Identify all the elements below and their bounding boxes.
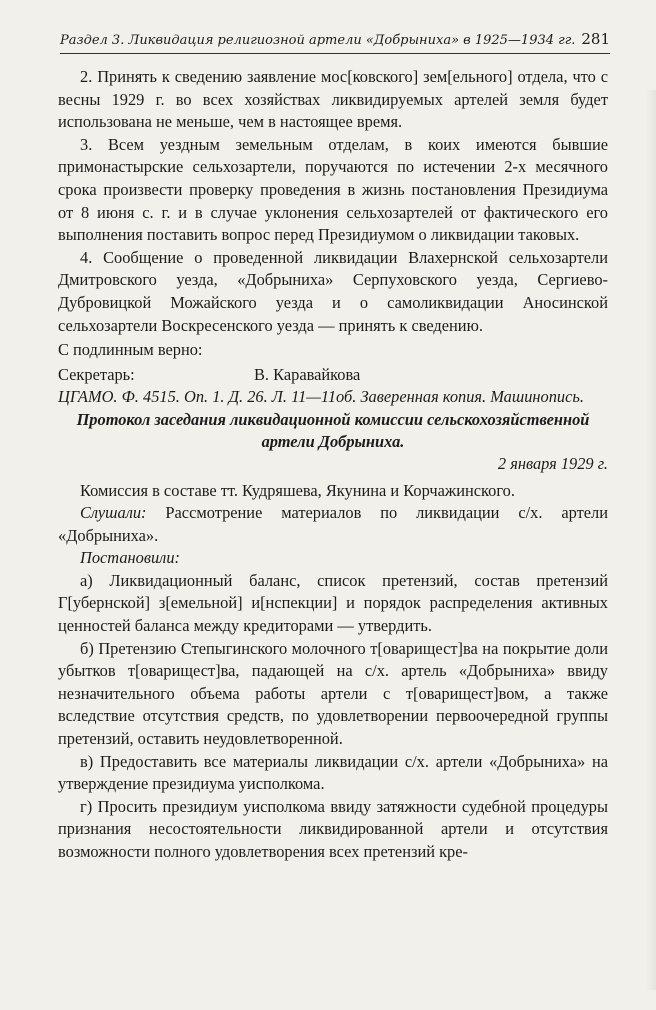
page-number: 281 [581, 30, 610, 48]
resolution-item-c: в) Предоставить все материалы ликвидации с/х. артели «Добрыниха» на утверждение президиума уисполкома. [58, 751, 608, 794]
secretary-name: В. Каравайкова [254, 364, 361, 384]
page-body [58, 66, 608, 864]
heard-text: Рассмотрение материалов по ликвидации с/х. артели «Добрыниха». [58, 503, 608, 545]
resolution-item-a: а) Ликвидационный баланс, список претензий, состав претензий Г[убернской] з[емельной] и[нспекции] и порядок распределения активных ценностей баланса между кредиторами — утвердить. [58, 570, 608, 636]
resolution-item-b: б) Претензию Степыгинского молочного т[оварищест]ва на покрытие доли убытков т[оварищест]ва, падающей на с/х. артель «Добрыниха» ввиду незначительного объема работы артели с т[оварищест]вом, а также вследствие отсутствия средств, по удовлетворении первоочередной группы претензий, оставить неудовлетворенной. [58, 638, 608, 749]
secretary-role: Секретарь: [58, 364, 135, 384]
protocol-date: 2 января 1929 г. [497, 453, 608, 473]
resolution-item-d: г) Просить президиум уисполкома ввиду затяжности судебной процедуры признания несостоятельности ликвидированной артели и отсутствия возможности полного удовлетворения всех претензий кре- [58, 796, 608, 861]
commission-line: Комиссия в составе тт. Кудряшева, Якунина и Корчажинского. [80, 480, 515, 500]
heard-paragraph [58, 502, 608, 547]
resolved-label: Постановили: [80, 548, 180, 568]
page-edge-shade [646, 90, 656, 990]
archive-source: ЦГАМО. Ф. 4515. Оп. 1. Д. 26. Л. 11—11об. Заверенная копия. Машинопись. [58, 387, 584, 407]
paragraph-2: 2. Принять к сведению заявление мос[ковского] зем[ельного] отдела, что с весны 1929 г. во всех хозяйствах ликвидируемых артелей земля будет использована не меньше, чем в настоящее время. [58, 67, 608, 132]
paragraph-4: 4. Сообщение о проведенной ликвидации Влахернской сельхозартели Дмитровского уезда, «Добрыниха» Серпуховского уезда, Сергиево-Дубровицкой Можайского уезда и о самоликвидации Аносинской сельхозартели Воскресенского уезда — принять к сведению. [58, 247, 608, 335]
running-header [60, 30, 610, 54]
running-title: Раздел 3. Ликвидация религиозной артели «Добрыниха» в 1925—1934 гг. [60, 33, 576, 48]
certified-line: С подлинным верно: [58, 340, 203, 360]
protocol-title: Протокол заседания ликвидационной комиссии сельскохозяйственной артели Добрыниха. [76, 409, 590, 451]
secretary-line [58, 364, 608, 387]
paragraph-3: 3. Всем уездным земельным отделам, в коих имеются бывшие примонастырские сельхозартели, поручаются по истечении 2-х месячного срока произвести проверку проведения в жизнь постановления Президиума от 8 июня с. г. и в случае уклонения сельхозартелей от фактического его выполнения поставить вопрос перед Президиумом о ликвидации таковых. [58, 134, 608, 245]
heard-label: Слушали: [80, 503, 147, 523]
